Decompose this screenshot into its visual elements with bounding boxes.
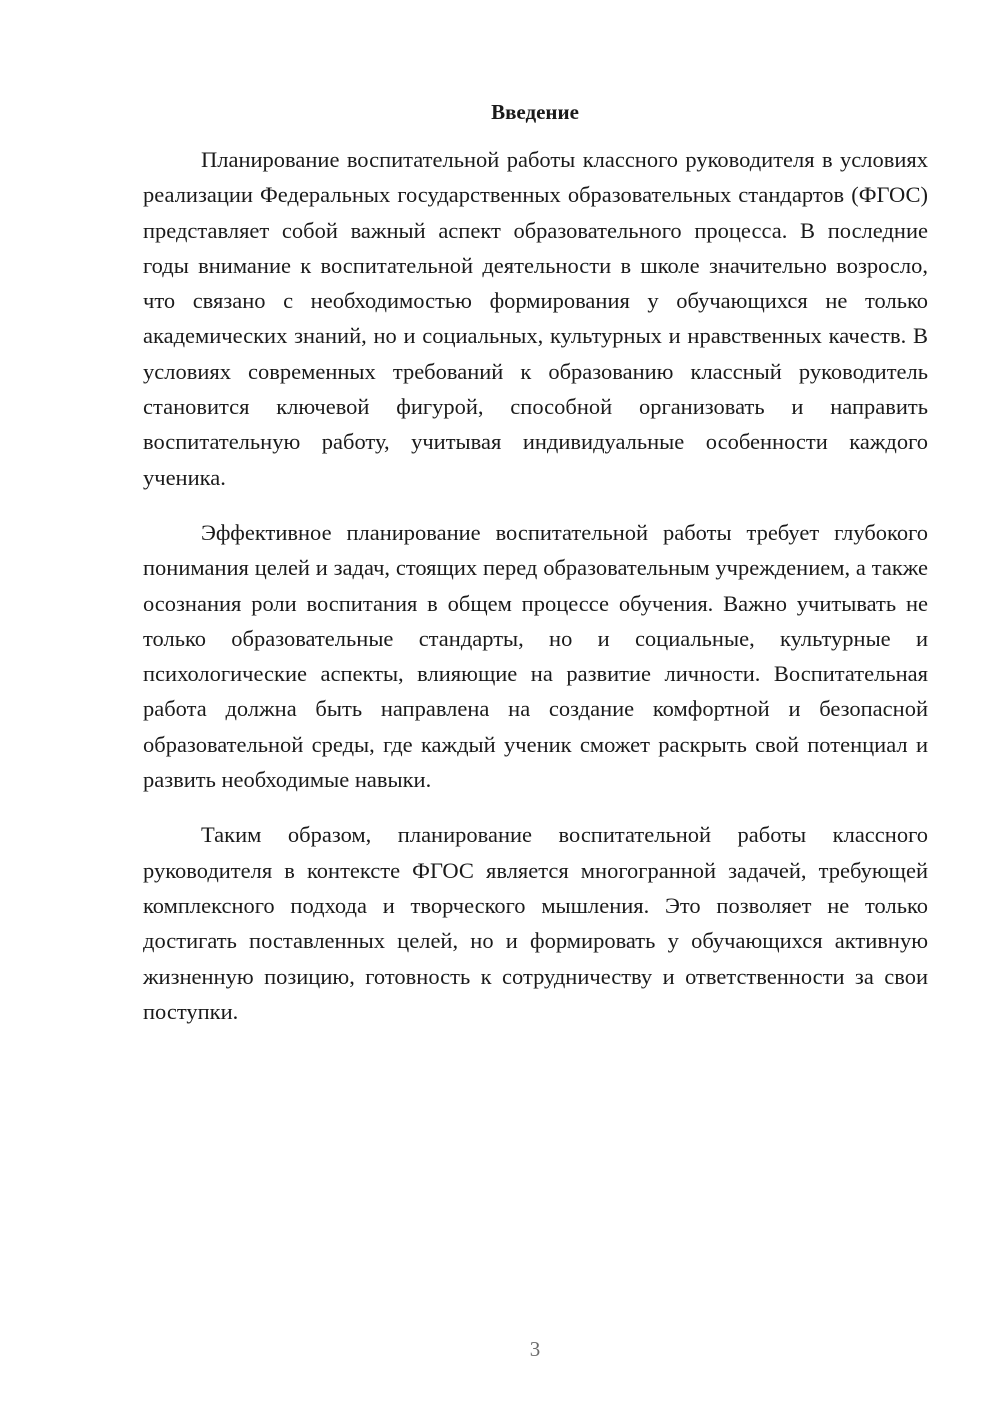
paragraph-1: Планирование воспитательной работы классного руководителя в условиях реализации Федеральных государственных образовательных стандартов (ФГОС) представляет собой важный аспект образовательного процесса. В последние годы внимание к воспитательной деятельности в школе значительно возросло, что связано с необходимостью формирования у обучающихся не только академических знаний, но и социальных, культурных и нравственных качеств. В условиях современных требований к образованию классный руководитель становится ключевой фигурой, способной организовать и направить воспитательную работу, учитывая индивидуальные особенности каждого ученика. xyxy=(143,147,928,490)
paragraph-3: Таким образом, планирование воспитательной работы классного руководителя в контексте ФГОС является многогранной задачей, требующей комплексного подхода и творческого мышления. Это позволяет не только достигать поставленных целей, но и формировать у обучающихся активную жизненную позицию, готовность к сотрудничеству и ответственности за свои поступки. xyxy=(143,822,928,1024)
body-text xyxy=(143,142,928,1029)
paragraph-2: Эффективное планирование воспитательной работы требует глубокого понимания целей и задач, стоящих перед образовательным учреждением, а также осознания роли воспитания в общем процессе обучения. Важно учитывать не только образовательные стандарты, но и социальные, культурные и психологические аспекты, влияющие на развитие личности. Воспитательная работа должна быть направлена на создание комфортной и безопасной образовательной среды, где каждый ученик сможет раскрыть свой потенциал и развить необходимые навыки. xyxy=(143,519,928,793)
page-title: Введение xyxy=(491,100,579,124)
page-number: 3 xyxy=(529,1337,541,1361)
